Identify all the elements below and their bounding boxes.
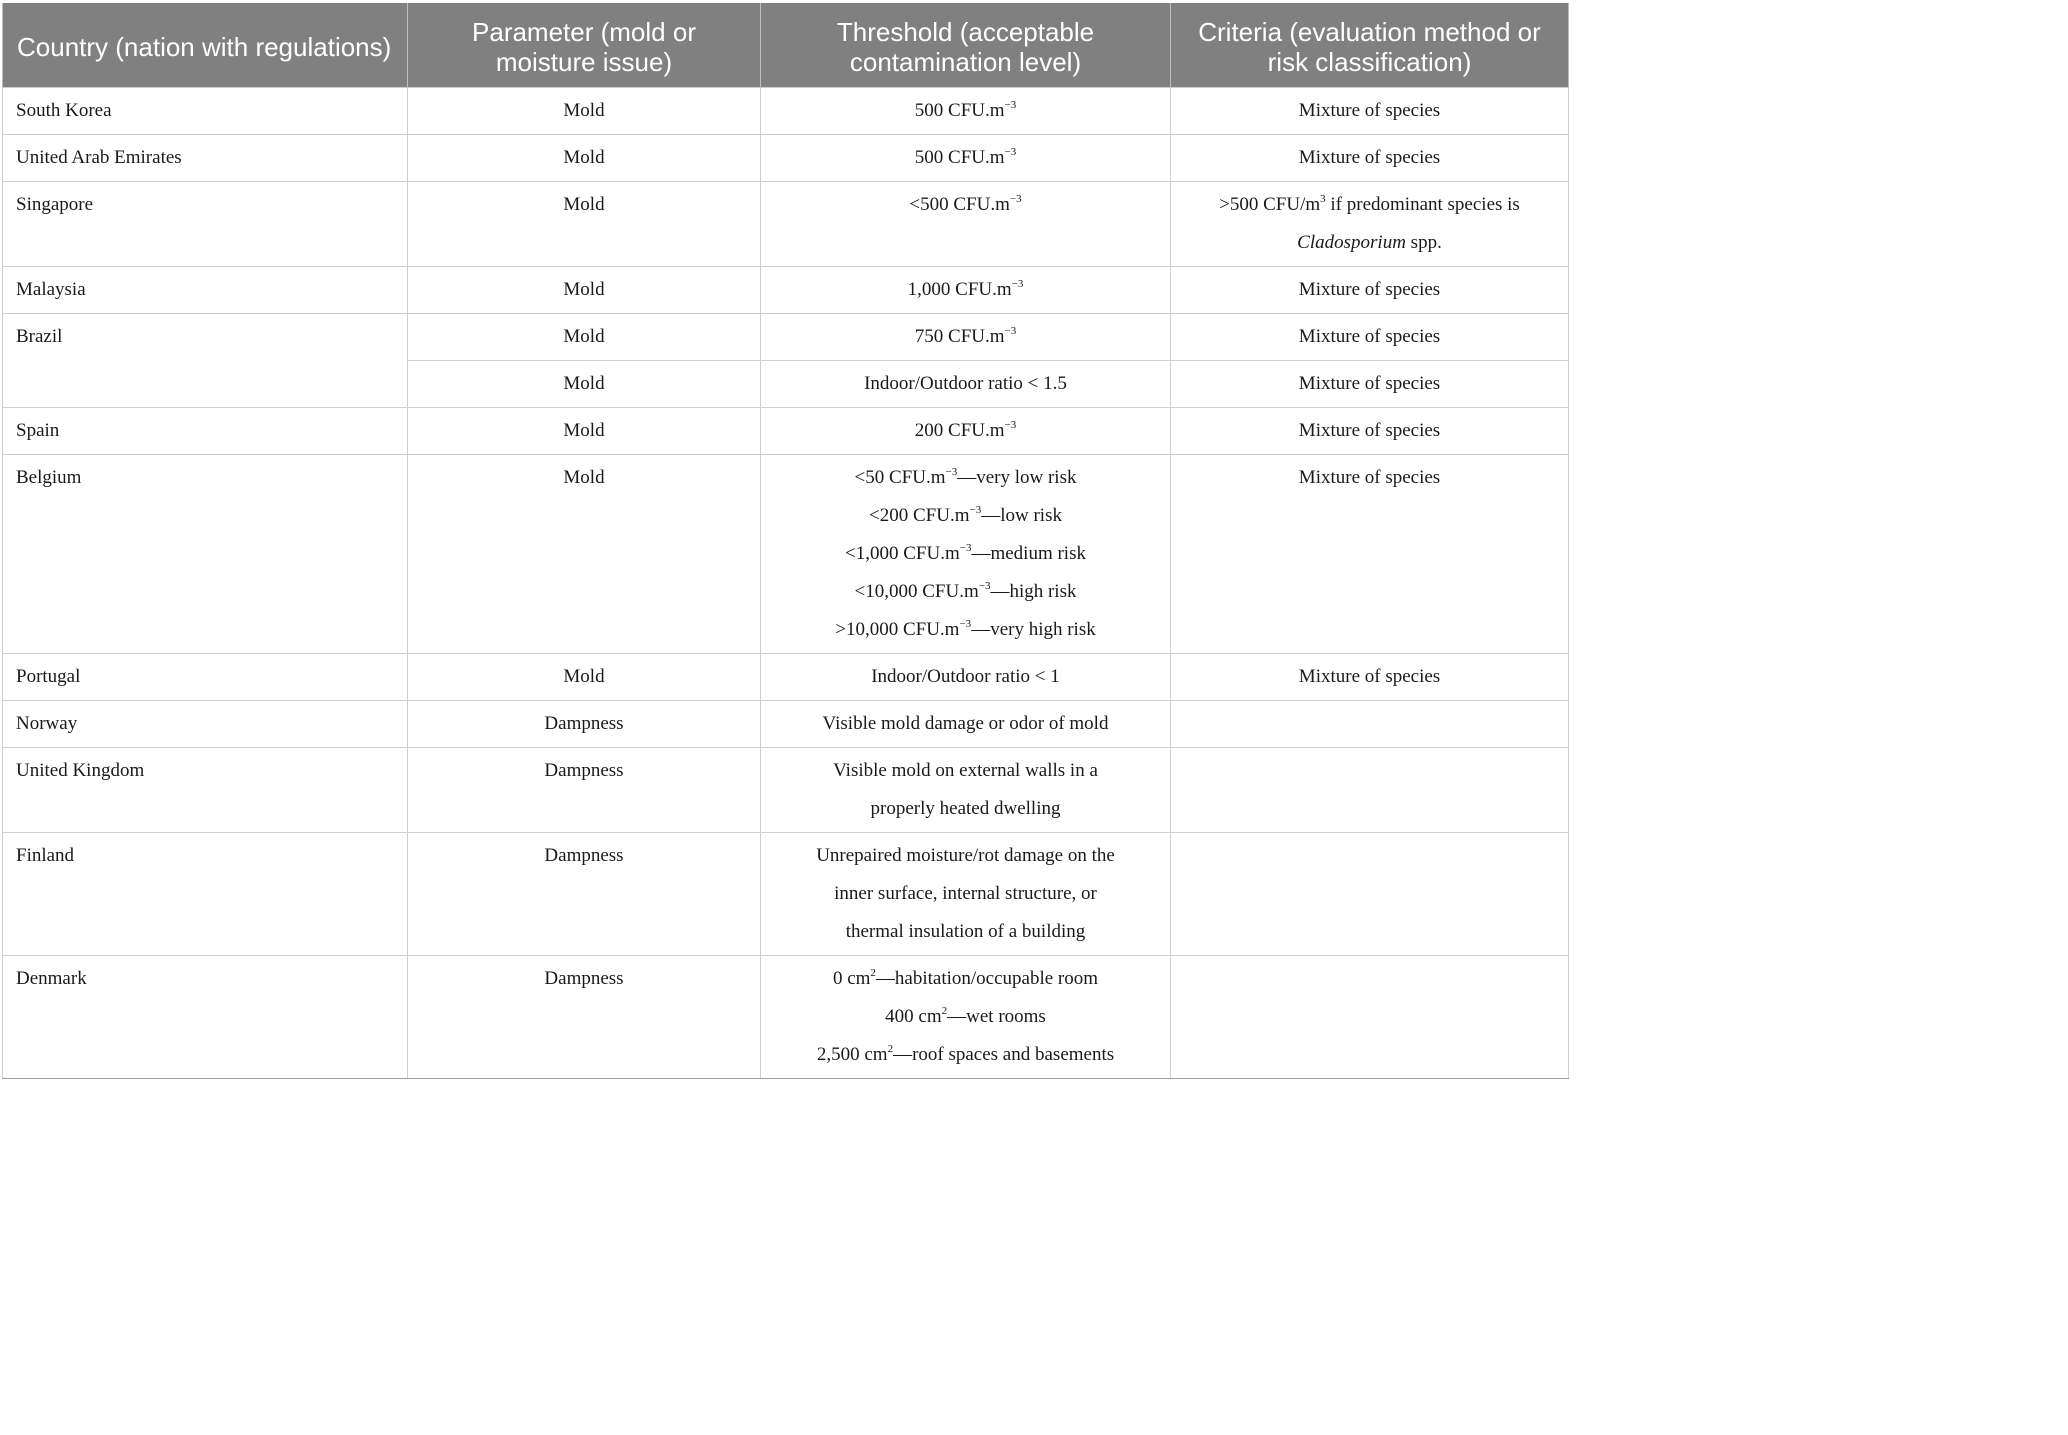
criteria-text: if predominant species is [1325,193,1520,215]
threshold-cell [761,454,1171,653]
criteria-cell: Mixture of species [1171,134,1569,181]
threshold-cell [761,266,1171,313]
area-exponent: 2 [941,1004,948,1017]
criteria-cell [1171,955,1569,1078]
table-row-uk [3,747,1569,832]
country-cell: Denmark [3,955,408,1078]
risk-value: <1,000 CFU.m [845,542,960,564]
criteria-cell [1171,181,1569,266]
table-row-south-korea [3,87,1569,134]
header-parameter: Parameter (mold or moisture issue) [408,3,761,87]
table-row-malaysia [3,266,1569,313]
area-value: 400 cm [885,1005,942,1027]
threshold-cell [761,407,1171,454]
risk-exponent: −3 [959,617,972,630]
risk-label: —very high risk [971,618,1096,640]
criteria-line [1183,224,1556,262]
country-cell: Malaysia [3,266,408,313]
criteria-line [1183,186,1556,224]
threshold-cell [761,181,1171,266]
parameter-cell: Dampness [408,700,761,747]
threshold-exponent: −3 [1009,192,1022,205]
risk-value: >10,000 CFU.m [835,618,960,640]
criteria-cell: Mixture of species [1171,360,1569,407]
country-cell: Brazil [3,313,408,407]
area-value: 0 cm [832,967,871,989]
parameter-cell: Mold [408,653,761,700]
area-line [773,998,1158,1036]
threshold-value: 1,000 CFU.m [907,278,1012,300]
table-row-belgium [3,454,1569,653]
criteria-cell: Mixture of species [1171,266,1569,313]
risk-line [773,573,1158,611]
area-label: —habitation/occupable room [875,967,1099,989]
area-line [773,1036,1158,1074]
threshold-exponent: −3 [1004,418,1017,431]
regulations-table [2,3,1569,1079]
threshold-cell [761,134,1171,181]
threshold-line: Unrepaired moisture/rot damage on the [816,844,1115,866]
table-row-uae [3,134,1569,181]
threshold-cell [761,832,1171,955]
header-row [3,3,1569,87]
parameter-cell: Mold [408,87,761,134]
header-criteria: Criteria (evaluation method or risk classification) [1171,3,1569,87]
species-suffix: spp. [1405,231,1442,253]
threshold-value: 500 CFU.m [914,146,1005,168]
country-cell: United Arab Emirates [3,134,408,181]
parameter-cell: Dampness [408,832,761,955]
parameter-cell: Mold [408,266,761,313]
criteria-cell: Mixture of species [1171,454,1569,653]
risk-value: <50 CFU.m [854,466,946,488]
threshold-cell: Visible mold damage or odor of mold [761,700,1171,747]
country-cell: Finland [3,832,408,955]
threshold-exponent: −3 [1011,277,1024,290]
criteria-cell: Mixture of species [1171,313,1569,360]
risk-label: —medium risk [971,542,1086,564]
threshold-exponent: −3 [1004,324,1017,337]
criteria-value: >500 CFU/m [1219,193,1321,215]
threshold-exponent: −3 [1004,145,1017,158]
threshold-value: 750 CFU.m [914,325,1005,347]
threshold-cell: Indoor/Outdoor ratio < 1 [761,653,1171,700]
threshold-line: properly heated dwelling [870,797,1061,819]
table-row-singapore [3,181,1569,266]
threshold-value: 500 CFU.m [914,99,1005,121]
area-line [773,960,1158,998]
area-label: —wet rooms [947,1005,1046,1027]
criteria-exponent: 3 [1320,192,1326,205]
table-row-finland [3,832,1569,955]
threshold-value: <500 CFU.m [909,193,1010,215]
threshold-line: thermal insulation of a building [845,920,1086,942]
country-cell: South Korea [3,87,408,134]
risk-label: —very low risk [957,466,1077,488]
table-row-brazil [3,313,1569,360]
criteria-cell: Mixture of species [1171,653,1569,700]
threshold-line: inner surface, internal structure, or [834,882,1097,904]
country-cell: Singapore [3,181,408,266]
area-exponent: 2 [887,1042,894,1055]
threshold-line: Visible mold on external walls in a [833,759,1098,781]
risk-line [773,497,1158,535]
threshold-cell [761,747,1171,832]
country-cell: Spain [3,407,408,454]
country-cell: Portugal [3,653,408,700]
parameter-cell: Mold [408,454,761,653]
parameter-cell: Dampness [408,955,761,1078]
country-cell: United Kingdom [3,747,408,832]
risk-label: —low risk [981,504,1062,526]
parameter-cell: Dampness [408,747,761,832]
risk-line [773,459,1158,497]
table-row-denmark [3,955,1569,1078]
area-label: —roof spaces and basements [893,1043,1115,1065]
area-value: 2,500 cm [816,1043,888,1065]
threshold-cell [761,313,1171,360]
risk-line [773,535,1158,573]
country-cell: Belgium [3,454,408,653]
threshold-cell [761,955,1171,1078]
table-row-portugal [3,653,1569,700]
table-row-spain [3,407,1569,454]
threshold-cell: Indoor/Outdoor ratio < 1.5 [761,360,1171,407]
risk-value: <10,000 CFU.m [854,580,979,602]
criteria-cell [1171,832,1569,955]
threshold-value: 200 CFU.m [914,419,1005,441]
risk-exponent: −3 [978,579,991,592]
threshold-cell [761,87,1171,134]
area-exponent: 2 [870,966,876,979]
criteria-cell [1171,747,1569,832]
country-cell: Norway [3,700,408,747]
risk-line [773,611,1158,649]
table-row-norway [3,700,1569,747]
criteria-cell: Mixture of species [1171,87,1569,134]
risk-exponent: −3 [959,541,972,554]
risk-value: <200 CFU.m [869,504,970,526]
parameter-cell: Mold [408,407,761,454]
parameter-cell: Mold [408,181,761,266]
risk-label: —high risk [990,580,1077,602]
risk-exponent: −3 [945,465,958,478]
criteria-cell [1171,700,1569,747]
criteria-cell: Mixture of species [1171,407,1569,454]
threshold-exponent: −3 [1004,98,1017,111]
risk-exponent: −3 [969,503,982,516]
parameter-cell: Mold [408,360,761,407]
parameter-cell: Mold [408,313,761,360]
species-name: Cladosporium [1297,231,1406,253]
parameter-cell: Mold [408,134,761,181]
header-threshold: Threshold (acceptable contamination level) [761,3,1171,87]
header-country: Country (nation with regulations) [3,3,408,87]
